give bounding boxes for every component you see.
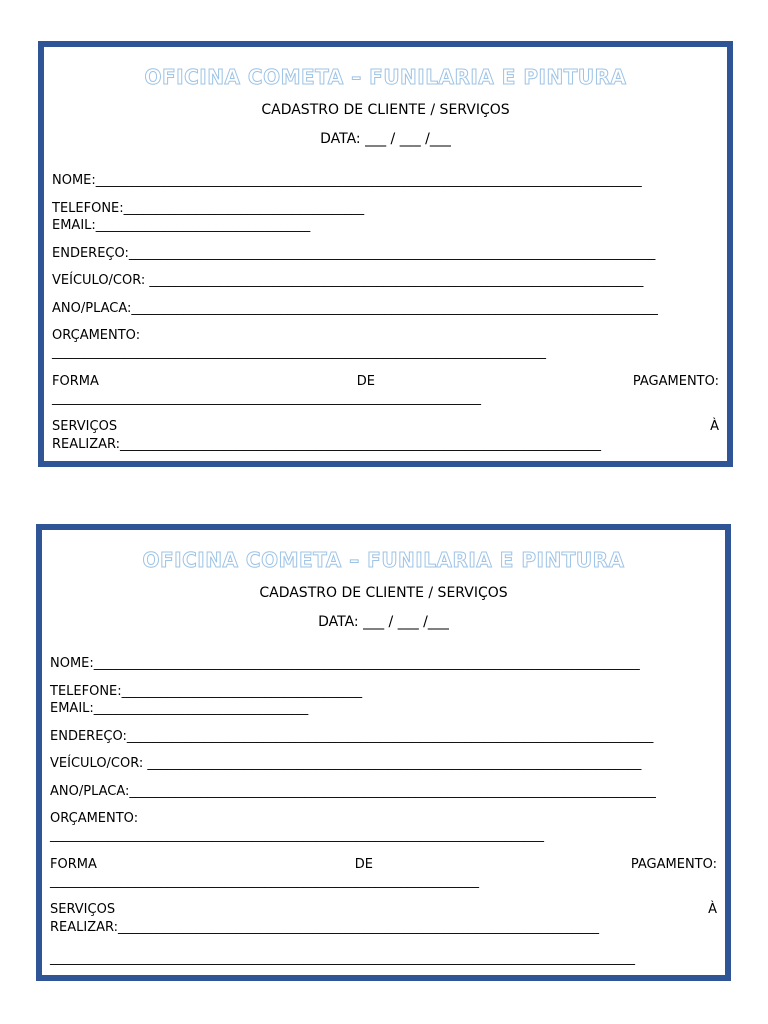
forma-word: FORMA bbox=[52, 374, 99, 389]
date-field: DATA: ___ / ___ /___ bbox=[320, 131, 451, 147]
servicos-label bbox=[50, 901, 717, 918]
telefone-field: TELEFONE:_____________________________________ bbox=[52, 201, 365, 216]
servicos-word: SERVIÇOS bbox=[50, 902, 116, 917]
endereco-field: ENDEREÇO:_________________________________________________________________________________ bbox=[50, 729, 654, 744]
forma-pagamento-label bbox=[50, 856, 717, 873]
form-title: OFICINA COMETA – FUNILARIA E PINTURA bbox=[144, 65, 627, 89]
orcamento-line: ____________________________________________________________________________ bbox=[50, 828, 544, 843]
orcamento-label: ORÇAMENTO: bbox=[50, 811, 139, 826]
de-word: DE bbox=[354, 857, 373, 872]
date-field: DATA: ___ / ___ /___ bbox=[318, 614, 449, 630]
orcamento-label: ORÇAMENTO: bbox=[52, 328, 141, 343]
telefone-field: TELEFONE:_____________________________________ bbox=[50, 684, 363, 699]
pagamento-line: __________________________________________________________________ bbox=[50, 874, 479, 889]
forma-word: FORMA bbox=[50, 857, 97, 872]
client-form-2 bbox=[36, 524, 731, 981]
servicos-word: SERVIÇOS bbox=[52, 419, 118, 434]
realizar-field: REALIZAR:__________________________________________________________________________ bbox=[50, 920, 600, 935]
nome-field: NOME:____________________________________________________________________________________ bbox=[52, 173, 642, 188]
email-field: EMAIL:_________________________________ bbox=[50, 701, 309, 716]
servicos-label bbox=[52, 418, 719, 435]
form-subtitle: CADASTRO DE CLIENTE / SERVIÇOS bbox=[259, 585, 508, 601]
a-word: À bbox=[708, 902, 717, 917]
veiculo-cor-field: VEÍCULO/COR: ____________________________________________________________________________ bbox=[52, 273, 644, 288]
ano-placa-field: ANO/PLACA:_________________________________________________________________________________ bbox=[52, 301, 658, 316]
client-form-1 bbox=[38, 41, 733, 467]
forma-pagamento-label bbox=[52, 373, 719, 390]
a-word: À bbox=[710, 419, 719, 434]
extra-line: __________________________________________________________________________________________ bbox=[50, 951, 635, 966]
pagamento-line: __________________________________________________________________ bbox=[52, 391, 481, 406]
de-word: DE bbox=[356, 374, 375, 389]
form-title: OFICINA COMETA – FUNILARIA E PINTURA bbox=[142, 548, 625, 572]
pagamento-word: PAGAMENTO: bbox=[632, 374, 719, 389]
veiculo-cor-field: VEÍCULO/COR: ____________________________________________________________________________ bbox=[50, 756, 642, 771]
ano-placa-field: ANO/PLACA:_________________________________________________________________________________ bbox=[50, 784, 656, 799]
realizar-field: REALIZAR:__________________________________________________________________________ bbox=[52, 437, 602, 452]
form-subtitle: CADASTRO DE CLIENTE / SERVIÇOS bbox=[261, 102, 510, 118]
nome-field: NOME:____________________________________________________________________________________ bbox=[50, 656, 640, 671]
orcamento-line: ____________________________________________________________________________ bbox=[52, 345, 546, 360]
pagamento-word: PAGAMENTO: bbox=[630, 857, 717, 872]
endereco-field: ENDEREÇO:_________________________________________________________________________________ bbox=[52, 246, 656, 261]
email-field: EMAIL:_________________________________ bbox=[52, 218, 311, 233]
